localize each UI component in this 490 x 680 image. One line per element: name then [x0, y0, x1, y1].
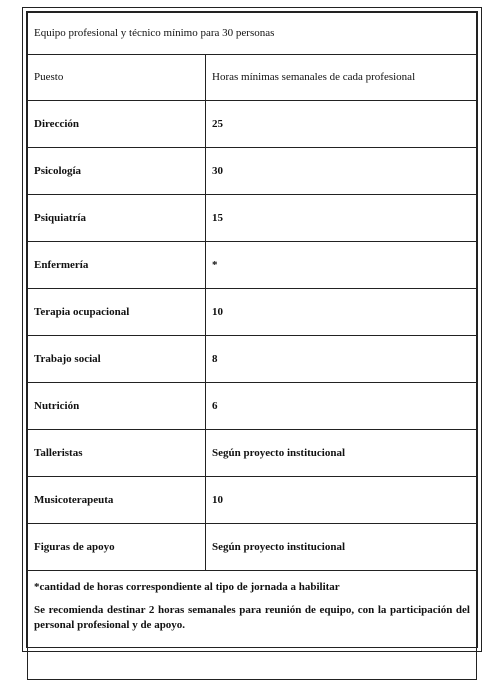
document-frame — [22, 7, 482, 652]
row-horas: 15 — [206, 195, 477, 242]
row-horas: 10 — [206, 289, 477, 336]
row-horas: 25 — [206, 101, 477, 148]
table-title: Equipo profesional y técnico mínimo para 30 personas — [28, 13, 477, 55]
staff-table — [27, 12, 477, 680]
row-puesto: Psicología — [28, 148, 206, 195]
table-row — [28, 336, 477, 383]
row-puesto: Psiquiatría — [28, 195, 206, 242]
row-horas: 6 — [206, 383, 477, 430]
table-notes — [28, 571, 477, 680]
document-inner-frame — [26, 11, 478, 648]
table-row — [28, 148, 477, 195]
header-horas: Horas mínimas semanales de cada profesional — [206, 55, 477, 101]
footnote-recommendation: Se recomienda destinar 2 horas semanales para reunión de equipo, con la participación del personal profesional y de apoyo. — [34, 604, 470, 631]
table-title-row — [28, 13, 477, 55]
row-horas: Según proyecto institucional — [206, 430, 477, 477]
table-notes-row — [28, 571, 477, 680]
row-horas: 8 — [206, 336, 477, 383]
table-row — [28, 524, 477, 571]
table-row — [28, 383, 477, 430]
row-horas: * — [206, 242, 477, 289]
table-row — [28, 195, 477, 242]
row-puesto: Trabajo social — [28, 336, 206, 383]
row-horas: Según proyecto institucional — [206, 524, 477, 571]
row-puesto: Nutrición — [28, 383, 206, 430]
row-horas: 10 — [206, 477, 477, 524]
table-row — [28, 289, 477, 336]
row-puesto: Dirección — [28, 101, 206, 148]
footnote-asterisk: *cantidad de horas correspondiente al tipo de jornada a habilitar — [34, 581, 340, 593]
row-puesto: Figuras de apoyo — [28, 524, 206, 571]
table-row — [28, 242, 477, 289]
row-puesto: Talleristas — [28, 430, 206, 477]
row-puesto: Enfermería — [28, 242, 206, 289]
header-puesto: Puesto — [28, 55, 206, 101]
row-horas: 30 — [206, 148, 477, 195]
table-header-row — [28, 55, 477, 101]
row-puesto: Musicoterapeuta — [28, 477, 206, 524]
table-row — [28, 430, 477, 477]
table-row — [28, 477, 477, 524]
row-puesto: Terapia ocupacional — [28, 289, 206, 336]
table-row — [28, 101, 477, 148]
